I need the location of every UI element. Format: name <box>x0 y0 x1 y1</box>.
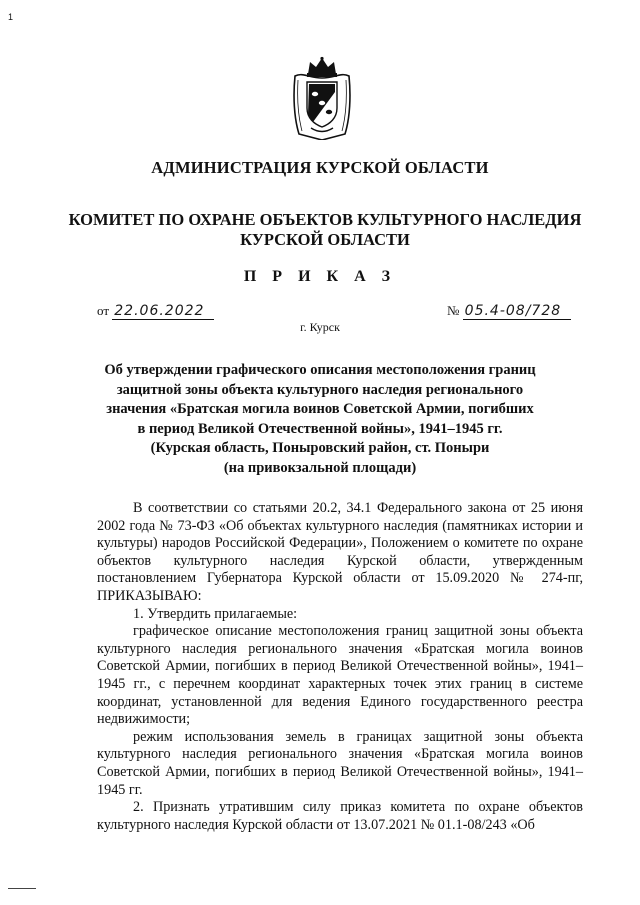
committee-name-line1: КОМИТЕТ ПО ОХРАНЕ ОБЪЕКТОВ КУЛЬТУРНОГО НАСЛЕДИЯ <box>68 210 582 229</box>
city: г. Курск <box>300 320 340 334</box>
body-paragraph-preamble: В соответствии со статьями 20.2, 34.1 Федерального закона от 25 июня 2002 года № 73-ФЗ «Об объектах культурного наследия (памятниках истории и культуры) народов Российской Федерации», Положением о комитете по охране объектов культурного наследия Курской области, утвержденным постановлением Губернатора Курской области от 15.09.2020 № 274-пг, ПРИКАЗЫВАЮ: <box>97 500 583 604</box>
body-paragraph-item-2: 2. Признать утратившим силу приказ комитета по охране объектов культурного наследия Курской области от 13.07.2021 № 01.1-08/243 «Об <box>97 799 583 833</box>
committee-name <box>60 210 590 250</box>
document-body <box>97 500 583 834</box>
organization-name: АДМИНИСТРАЦИЯ КУРСКОЙ ОБЛАСТИ <box>151 158 489 177</box>
order-date <box>97 303 214 320</box>
body-paragraph-land-use-regime: режим использования земель в границах защитной зоны объекта культурного наследия регионального значения «Братская могила воинов Советской Армии, погибших в период Великой Отечественной войны», 1941–1945 гг. <box>97 728 583 798</box>
number-value: 05.4-08/728 <box>463 304 571 320</box>
body-paragraph-item-1: 1. Утвердить прилагаемые: <box>133 605 298 622</box>
document-type: П Р И К А З <box>243 268 397 285</box>
kursk-region-coat-of-arms-icon <box>291 56 353 140</box>
date-value: 22.06.2022 <box>112 304 214 320</box>
date-prefix: от <box>97 303 110 318</box>
body-paragraph-graphic-description: графическое описание местоположения границ защитной зоны объекта культурного наследия регионального значения «Братская могила воинов Советской Армии, погибших в период Великой Отечественной войны», 1941–1945 гг., с перечнем координат характерных точек этих границ в системе координат, установленной для ведения Единого государственного реестра недвижимости; <box>97 623 583 728</box>
footnote-divider <box>8 888 36 889</box>
title-line: (на привокзальной площади) <box>223 459 417 476</box>
committee-name-line2: КУРСКОЙ ОБЛАСТИ <box>240 230 410 249</box>
page-number: 1 <box>8 12 14 22</box>
title-line: защитной зоны объекта культурного наследия регионального <box>116 381 524 398</box>
document-title <box>100 361 540 478</box>
title-line: в период Великой Отечественной войны», 1941–1945 гг. <box>137 420 503 437</box>
title-line: Об утверждении графического описания местоположения границ <box>104 362 536 378</box>
number-prefix: № <box>447 303 460 318</box>
title-line: (Курская область, Поныровский район, ст. Поныри <box>150 440 490 456</box>
order-number <box>447 303 571 320</box>
title-line: значения «Братская могила воинов Советской Армии, погибших <box>106 401 534 417</box>
